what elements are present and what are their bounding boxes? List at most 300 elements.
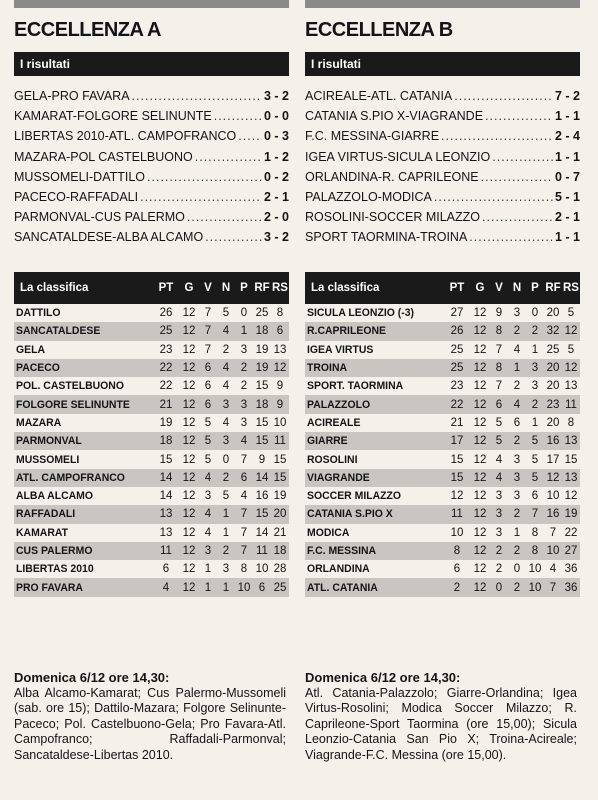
result-match: KAMARAT-FOLGORE SELINUNTE: [14, 109, 212, 124]
stat-rf: 9: [258, 453, 266, 466]
team-name: ALBA ALCAMO: [16, 490, 94, 503]
stat-pt: 26: [159, 307, 173, 320]
result-row: [14, 187, 289, 207]
team-name: KAMARAT: [16, 526, 69, 539]
stat-pt: 26: [450, 325, 464, 338]
standings-label: La classifica: [20, 282, 89, 294]
leader-dots: [238, 126, 262, 146]
stat-rf: 7: [549, 581, 557, 594]
result-score: 0 - 2: [263, 169, 289, 184]
stat-g: 12: [473, 508, 487, 521]
stat-rs: 13: [273, 343, 287, 356]
stat-pt: 27: [450, 307, 464, 320]
table-row: [14, 524, 289, 542]
stat-pt: 15: [450, 471, 464, 484]
leader-dots: [481, 167, 553, 187]
column-header-rs: RS: [563, 282, 579, 294]
stat-pt: 13: [159, 508, 173, 521]
stat-v: 3: [495, 490, 503, 503]
stat-pt: 22: [159, 380, 173, 393]
stat-pt: 19: [159, 416, 173, 429]
stat-pt: 25: [450, 362, 464, 375]
fixtures-text: Atl. Catania-Palazzolo; Giarre-Orlandina; Igea Virtus-Rosolini; Modica Soccer Milazzo; R. Caprileone-Sport Taormina (ore 15,00); Sicula Leonzio-Catania San Pio X; Troina-Acireale; Viagrande-F.C. Messina (ore 15,00).: [305, 685, 577, 762]
result-match: MAZARA-POL CASTELBUONO: [14, 149, 193, 164]
stat-p: 7: [240, 526, 248, 539]
stat-g: 12: [473, 581, 487, 594]
stat-rf: 14: [255, 526, 269, 539]
stat-v: 1: [204, 563, 212, 576]
table-row: [14, 304, 289, 322]
stat-v: 5: [204, 435, 212, 448]
stat-n: 4: [513, 343, 521, 356]
stat-n: 2: [222, 545, 230, 557]
stat-g: 12: [473, 380, 487, 393]
stat-p: 0: [240, 307, 248, 320]
table-row: [14, 469, 289, 487]
stat-pt: 11: [160, 545, 172, 557]
stat-pt: 4: [162, 581, 170, 594]
stat-v: 4: [204, 526, 212, 539]
stat-pt: 2: [453, 581, 461, 594]
stat-pt: 17: [450, 435, 464, 448]
stat-pt: 6: [453, 563, 461, 576]
leader-dots: [132, 86, 262, 106]
stat-rs: 25: [273, 581, 287, 594]
leader-dots: [140, 187, 262, 207]
result-row: [14, 227, 289, 247]
stat-n: 1: [222, 526, 230, 539]
result-row: [14, 126, 289, 146]
result-match: GELA-PRO FAVARA: [14, 89, 130, 103]
stat-n: 2: [513, 545, 521, 557]
stat-n: 3: [513, 307, 521, 320]
team-name: PALAZZOLO: [307, 398, 371, 411]
stat-n: 5: [222, 307, 230, 320]
stat-n: 6: [513, 416, 521, 429]
stat-v: 6: [495, 398, 503, 411]
stat-p: 5: [531, 435, 539, 448]
leader-dots: [187, 207, 262, 227]
stat-g: 12: [473, 435, 487, 448]
standings-table: [305, 272, 580, 597]
team-name: MUSSOMELI: [16, 453, 80, 466]
stat-g: 12: [473, 362, 487, 375]
column-header-g: G: [184, 282, 194, 294]
stat-rf: 11: [256, 545, 268, 557]
stat-v: 1: [204, 581, 212, 594]
stat-n: 4: [222, 416, 230, 429]
stat-p: 1: [240, 325, 248, 338]
results-list: [14, 86, 289, 248]
team-name: R.CAPRILEONE: [307, 325, 386, 338]
leader-dots: [147, 167, 262, 187]
stat-v: 5: [204, 416, 212, 429]
result-match: SPORT TAORMINA-TROINA: [305, 230, 468, 245]
stat-g: 12: [182, 435, 196, 448]
team-name: POL. CASTELBUONO: [16, 380, 124, 393]
column-header-pt: PT: [449, 282, 465, 294]
team-name: ATL. CAMPOFRANCO: [16, 471, 125, 484]
stat-g: 12: [182, 526, 196, 539]
stat-rf: 20: [546, 362, 560, 375]
stat-rs: 9: [276, 398, 284, 411]
result-match: PARMONVAL-CUS PALERMO: [14, 210, 185, 225]
stat-g: 12: [473, 526, 487, 539]
result-match: PACECO-RAFFADALI: [14, 189, 139, 204]
stat-p: 3: [531, 380, 539, 393]
stat-g: 12: [182, 416, 196, 429]
team-name: PRO FAVARA: [16, 581, 83, 594]
result-match: IGEA VIRTUS-SICULA LEONZIO: [305, 149, 491, 164]
stat-rs: 13: [564, 435, 578, 448]
team-name: SANCATALDESE: [16, 325, 101, 338]
stat-rf: 32: [546, 325, 560, 338]
column-header-v: V: [495, 282, 503, 294]
stat-n: 3: [513, 453, 521, 466]
stat-v: 3: [495, 526, 503, 539]
results-list: [305, 86, 580, 248]
stat-p: 6: [531, 490, 539, 503]
stat-rs: 5: [567, 307, 575, 320]
team-name: SPORT. TAORMINA: [307, 380, 404, 393]
table-row: [305, 542, 580, 560]
stat-rs: 6: [276, 325, 284, 338]
stat-pt: 21: [450, 416, 464, 429]
table-row: [14, 505, 289, 523]
table-row: [305, 359, 580, 377]
stat-v: 5: [495, 435, 503, 448]
stat-p: 2: [240, 362, 248, 375]
table-row: [14, 414, 289, 432]
stat-rs: 27: [564, 545, 578, 557]
table-row: [305, 524, 580, 542]
result-match: PALAZZOLO-MODICA: [305, 189, 432, 204]
column-header-n: N: [221, 282, 231, 294]
result-match: LIBERTAS 2010-ATL. CAMPOFRANCO: [14, 129, 237, 144]
team-name: FOLGORE SELINUNTE: [16, 398, 130, 411]
team-name: F.C. MESSINA: [307, 545, 377, 557]
table-row: [14, 578, 289, 596]
section-eccellenza-a: [14, 0, 289, 762]
stat-rf: 20: [546, 380, 560, 393]
result-row: [305, 147, 580, 167]
stat-p: 8: [240, 563, 248, 576]
stat-v: 5: [204, 453, 212, 466]
stat-v: 7: [204, 307, 212, 320]
result-score: 1 - 1: [554, 109, 580, 124]
top-rule: [14, 0, 289, 8]
stat-n: 2: [513, 508, 521, 521]
stat-rs: 20: [273, 508, 287, 521]
table-row: [305, 432, 580, 450]
table-row: [305, 414, 580, 432]
stat-p: 3: [240, 398, 248, 411]
results-header: I risultati: [305, 52, 580, 76]
team-name: ROSOLINI: [307, 453, 358, 466]
column-header-pt: PT: [158, 282, 174, 294]
fixtures-title: Domenica 6/12 ore 14,30:: [14, 670, 170, 685]
standings-table: [14, 272, 289, 597]
stat-rs: 11: [565, 398, 577, 411]
stat-rf: 17: [546, 453, 560, 466]
standings-header: [305, 272, 580, 304]
result-match: SANCATALDESE-ALBA ALCAMO: [14, 230, 204, 245]
column-header-rs: RS: [272, 282, 288, 294]
stat-v: 7: [495, 380, 503, 393]
stat-rf: 6: [258, 581, 266, 594]
result-score: 1 - 2: [263, 149, 289, 164]
stat-v: 8: [495, 362, 503, 375]
stat-p: 8: [531, 526, 539, 539]
stat-p: 6: [240, 471, 248, 484]
stat-n: 3: [513, 471, 521, 484]
stat-g: 12: [182, 307, 196, 320]
stat-rf: 14: [255, 471, 269, 484]
team-name: ATL. CATANIA: [307, 581, 378, 594]
stat-rf: 7: [549, 526, 557, 539]
stat-v: 4: [204, 471, 212, 484]
stat-v: 7: [204, 325, 212, 338]
stat-p: 7: [240, 453, 248, 466]
result-match: ACIREALE-ATL. CATANIA: [305, 89, 453, 103]
section-title: ECCELLENZA B: [305, 19, 453, 41]
team-name: PACECO: [16, 362, 60, 375]
team-name: MAZARA: [16, 416, 62, 429]
stat-rf: 10: [546, 490, 560, 503]
stat-n: 4: [513, 398, 521, 411]
stat-g: 12: [473, 563, 487, 576]
table-row: [305, 395, 580, 413]
leader-dots: [482, 207, 553, 227]
team-name: RAFFADALI: [16, 508, 76, 521]
table-row: [14, 377, 289, 395]
stat-n: 3: [513, 490, 521, 503]
result-score: 1 - 1: [554, 230, 580, 245]
team-name: LIBERTAS 2010: [16, 563, 94, 576]
result-row: [14, 167, 289, 187]
stat-v: 3: [495, 508, 503, 521]
stat-rf: 16: [546, 435, 560, 448]
stat-n: 3: [222, 563, 230, 576]
stat-rs: 19: [273, 490, 287, 503]
stat-g: 12: [182, 563, 196, 576]
stat-n: 2: [513, 581, 521, 594]
column-header-g: G: [475, 282, 485, 294]
stat-v: 4: [495, 453, 503, 466]
stat-g: 12: [182, 325, 196, 338]
stat-p: 7: [240, 545, 248, 557]
leader-dots: [469, 227, 553, 247]
team-name: IGEA VIRTUS: [307, 343, 374, 356]
team-name: SOCCER MILAZZO: [307, 490, 402, 503]
stat-p: 7: [531, 508, 539, 521]
table-row: [305, 377, 580, 395]
stat-p: 8: [531, 545, 539, 557]
result-score: 3 - 2: [263, 230, 289, 245]
table-row: [14, 487, 289, 505]
table-row: [14, 322, 289, 340]
fixtures-block: [14, 670, 286, 763]
stat-n: 5: [222, 490, 230, 503]
stat-rs: 10: [273, 416, 287, 429]
stat-v: 4: [495, 471, 503, 484]
table-row: [14, 395, 289, 413]
team-name: TROINA: [307, 362, 348, 375]
team-name: CATANIA S.PIO X: [307, 508, 393, 521]
stat-v: 2: [495, 545, 503, 557]
result-score: 1 - 1: [554, 149, 580, 164]
leader-dots: [214, 106, 262, 126]
stat-n: 3: [222, 398, 230, 411]
stat-p: 10: [237, 581, 251, 594]
stat-rs: 12: [273, 362, 287, 375]
stat-pt: 23: [159, 343, 173, 356]
result-row: [14, 147, 289, 167]
result-score: 7 - 2: [554, 89, 580, 103]
stat-g: 12: [473, 471, 487, 484]
stat-v: 3: [204, 545, 212, 557]
stat-n: 2: [513, 435, 521, 448]
standings-label: La classifica: [311, 282, 380, 294]
result-row: [305, 106, 580, 126]
stat-pt: 14: [159, 471, 173, 484]
stat-rf: 15: [255, 416, 269, 429]
stat-g: 12: [182, 453, 196, 466]
stat-g: 12: [182, 362, 196, 375]
table-row: [305, 469, 580, 487]
stat-rs: 9: [276, 380, 284, 393]
stat-g: 12: [473, 307, 487, 320]
stat-g: 12: [473, 398, 487, 411]
stat-rf: 25: [546, 343, 560, 356]
stat-v: 9: [495, 307, 503, 320]
table-row: [305, 505, 580, 523]
column-header-p: P: [240, 282, 248, 294]
result-row: [305, 227, 580, 247]
result-row: [305, 187, 580, 207]
stat-g: 12: [473, 343, 487, 356]
stat-pt: 14: [159, 490, 173, 503]
stat-n: 0: [222, 453, 230, 466]
leader-dots: [434, 187, 553, 207]
result-score: 3 - 2: [263, 89, 289, 103]
stat-g: 12: [182, 508, 196, 521]
stat-rf: 19: [255, 343, 269, 356]
stat-n: 4: [222, 325, 230, 338]
stat-rf: 4: [549, 563, 557, 576]
stat-rf: 10: [255, 563, 269, 576]
table-row: [14, 341, 289, 359]
fixtures-block: [305, 670, 577, 763]
stat-rs: 15: [273, 453, 287, 466]
stat-pt: 15: [159, 453, 173, 466]
stat-rs: 8: [276, 307, 284, 320]
column-header-rf: RF: [545, 282, 561, 294]
team-name: SICULA LEONZIO (-3): [307, 307, 415, 320]
stat-pt: 23: [450, 380, 464, 393]
stat-rf: 18: [255, 325, 269, 338]
stat-p: 0: [531, 307, 539, 320]
stat-rs: 36: [564, 563, 578, 576]
stat-g: 12: [182, 581, 196, 594]
team-name: MODICA: [307, 526, 350, 539]
stat-rf: 18: [255, 398, 269, 411]
stat-rs: 12: [564, 362, 578, 375]
stat-pt: 8: [453, 545, 461, 557]
stat-rs: 11: [274, 435, 286, 448]
stat-p: 7: [240, 508, 248, 521]
stat-p: 2: [531, 398, 539, 411]
team-name: ORLANDINA: [307, 563, 370, 576]
result-match: CATANIA S.PIO X-VIAGRANDE: [305, 109, 484, 124]
team-name: CUS PALERMO: [16, 545, 93, 557]
stat-p: 5: [531, 453, 539, 466]
stat-v: 6: [204, 380, 212, 393]
stat-rf: 10: [546, 545, 560, 557]
leader-dots: [485, 106, 553, 126]
table-row: [14, 560, 289, 578]
stat-p: 2: [240, 380, 248, 393]
table-row: [14, 450, 289, 468]
stat-n: 2: [513, 380, 521, 393]
stat-v: 7: [204, 343, 212, 356]
result-score: 2 - 4: [554, 129, 580, 144]
result-score: 5 - 1: [554, 189, 580, 204]
result-match: ORLANDINA-R. CAPRILEONE: [305, 169, 479, 184]
stat-pt: 15: [450, 453, 464, 466]
team-name: GELA: [16, 343, 46, 356]
stat-rs: 13: [564, 380, 578, 393]
stat-rs: 13: [564, 471, 578, 484]
stat-p: 2: [531, 325, 539, 338]
result-row: [305, 126, 580, 146]
stat-g: 12: [182, 545, 196, 557]
result-row: [305, 86, 580, 106]
stat-rs: 22: [564, 526, 578, 539]
table-row: [14, 432, 289, 450]
stat-rs: 12: [564, 490, 578, 503]
result-row: [14, 106, 289, 126]
stat-g: 12: [473, 490, 487, 503]
table-row: [14, 359, 289, 377]
stat-n: 1: [513, 362, 521, 375]
stat-pt: 12: [450, 490, 464, 503]
stat-pt: 22: [450, 398, 464, 411]
stat-p: 1: [531, 416, 539, 429]
stat-rf: 19: [255, 362, 269, 375]
stat-g: 12: [182, 490, 196, 503]
stat-p: 10: [528, 563, 542, 576]
stat-rs: 36: [564, 581, 578, 594]
stat-g: 12: [473, 325, 487, 338]
section-title: ECCELLENZA A: [14, 19, 161, 41]
stat-rs: 5: [567, 343, 575, 356]
stat-rs: 12: [564, 325, 578, 338]
table-row: [305, 487, 580, 505]
team-name: VIAGRANDE: [307, 471, 370, 484]
stat-p: 10: [528, 581, 542, 594]
stat-rf: 15: [255, 380, 269, 393]
stat-rs: 15: [564, 453, 578, 466]
result-match: ROSOLINI-SOCCER MILAZZO: [305, 210, 481, 225]
stat-n: 1: [513, 526, 521, 539]
result-row: [14, 207, 289, 227]
result-row: [305, 207, 580, 227]
stat-n: 1: [222, 508, 230, 521]
stat-v: 6: [204, 362, 212, 375]
stat-n: 2: [513, 325, 521, 338]
leader-dots: [492, 147, 553, 167]
